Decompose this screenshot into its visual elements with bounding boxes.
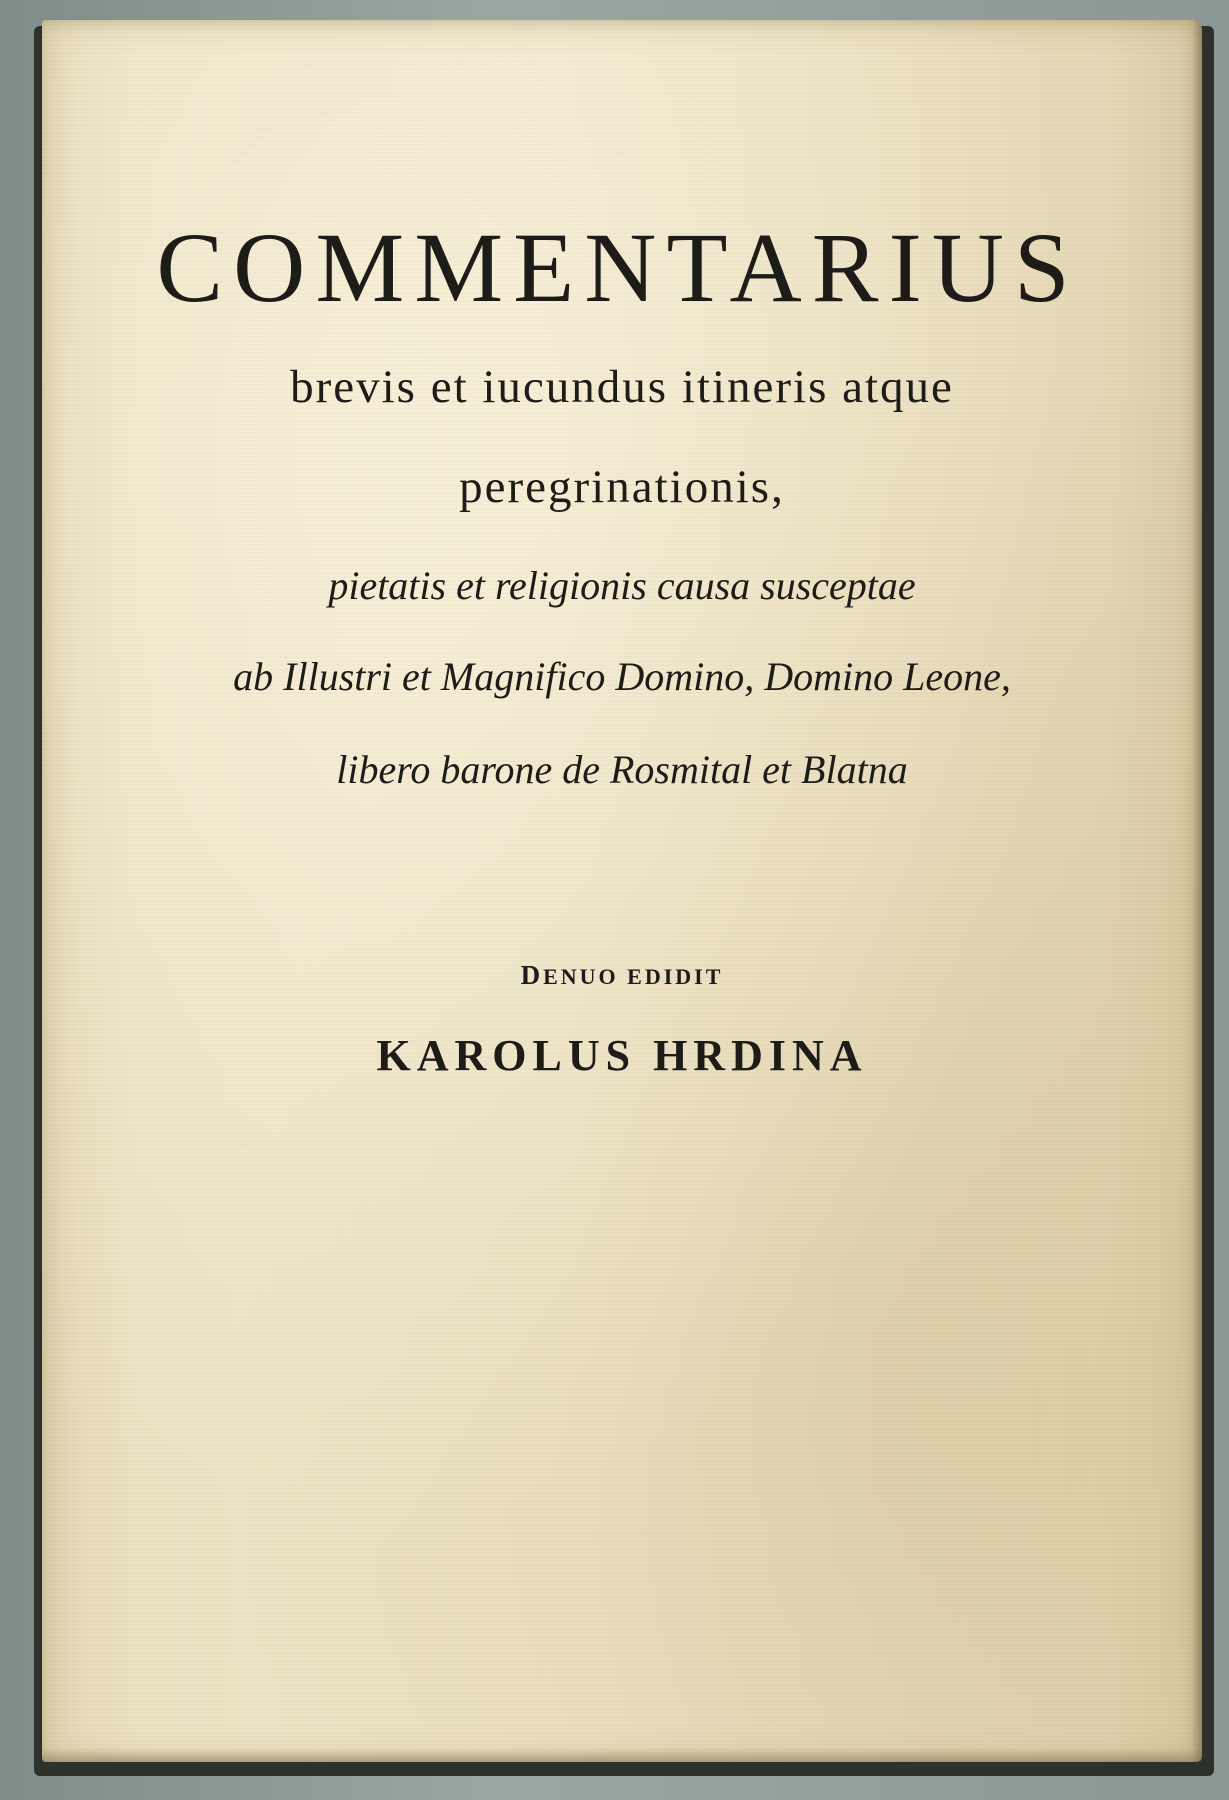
editor-label [42,960,1202,991]
editor-label-rest: ENUO EDIDIT [543,964,724,989]
cover-italic-line-2: ab Illustri et Magnifico Domino, Domino Leone, [233,654,1011,699]
book-cover [42,20,1202,1762]
editor-label-initial: D [520,960,544,990]
cover-italic-line-1: pietatis et religionis causa susceptae [328,563,916,608]
cover-subtitle-line-2: peregrinationis, [459,461,785,513]
cover-title: COMMENTARIUS [156,212,1080,323]
cover-italic-line-3: libero barone de Rosmital et Blatna [336,747,908,792]
cover-subtitle-line-1: brevis et iucundus itineris atque [290,361,954,413]
cover-bottom-edge [42,1748,1202,1762]
editor-name: KAROLUS HRDINA [376,1031,868,1080]
